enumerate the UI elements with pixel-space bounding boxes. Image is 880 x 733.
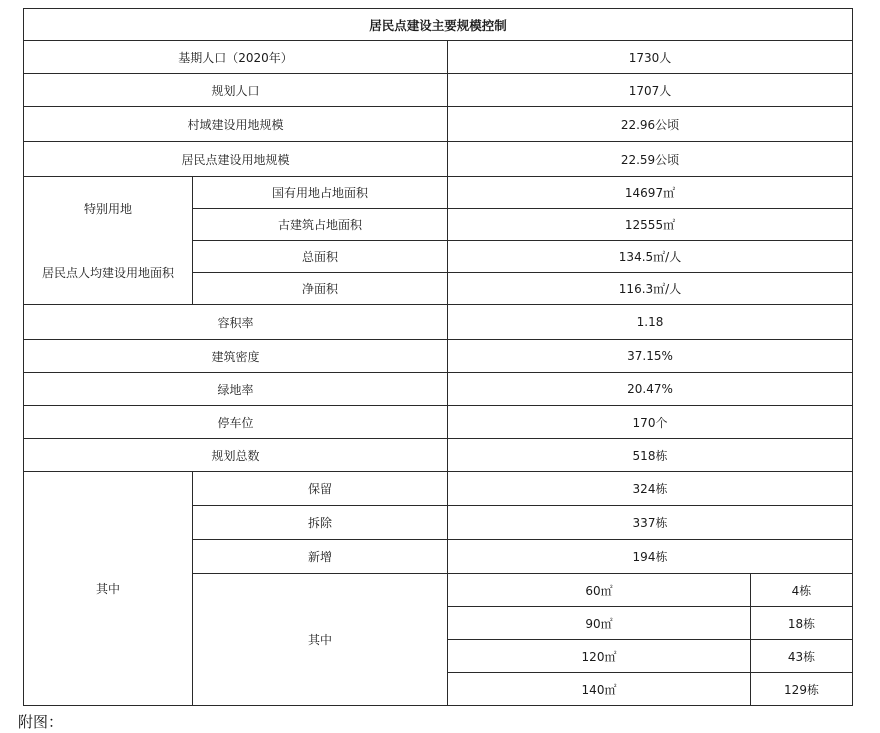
- row-value-ancient-building: 12555㎡: [447, 208, 853, 241]
- row-label-planned-total: 规划总数: [23, 438, 448, 472]
- size-label: 90㎡: [447, 606, 751, 640]
- row-label-new: 新增: [192, 539, 448, 574]
- row-label-state-land: 国有用地占地面积: [192, 176, 448, 209]
- size-count: 18栋: [750, 606, 853, 640]
- row-label-base-population: 基期人口（2020年）: [23, 40, 448, 74]
- row-label-net-area: 净面积: [192, 272, 448, 305]
- row-label-planned-population: 规划人口: [23, 73, 448, 107]
- row-label-ancient-building: 古建筑占地面积: [192, 208, 448, 241]
- row-value-keep: 324栋: [447, 471, 853, 506]
- row-value-parking: 170个: [447, 405, 853, 439]
- row-value-planned-population: 1707人: [447, 73, 853, 107]
- row-value-demolish: 337栋: [447, 505, 853, 540]
- size-label: 60㎡: [447, 573, 751, 607]
- row-value-net-area: 116.3㎡/人: [447, 272, 853, 305]
- group-label-breakdown: 其中: [23, 471, 193, 706]
- row-label-parking: 停车位: [23, 405, 448, 439]
- row-label-green-ratio: 绿地率: [23, 372, 448, 406]
- row-value-green-ratio: 20.47%: [447, 372, 853, 406]
- row-value-settlement-land: 22.59公顷: [447, 141, 853, 177]
- row-label-village-land: 村域建设用地规模: [23, 106, 448, 142]
- size-count: 4栋: [750, 573, 853, 607]
- row-label-far: 容积率: [23, 304, 448, 340]
- row-value-building-density: 37.15%: [447, 339, 853, 373]
- row-label-total-area: 总面积: [192, 240, 448, 273]
- row-value-planned-total: 518栋: [447, 438, 853, 472]
- row-value-state-land: 14697㎡: [447, 176, 853, 209]
- size-label: 120㎡: [447, 639, 751, 673]
- figure-caption: 附图：: [18, 713, 64, 731]
- size-count: 43栋: [750, 639, 853, 673]
- row-value-far: 1.18: [447, 304, 853, 340]
- special-land-label: 特别用地: [83, 202, 132, 216]
- row-label-building-density: 建筑密度: [23, 339, 448, 373]
- row-value-new: 194栋: [447, 539, 853, 574]
- table-title: 居民点建设主要规模控制: [23, 8, 853, 41]
- group-label-special-land: [23, 176, 193, 305]
- row-label-demolish: 拆除: [192, 505, 448, 540]
- row-label-keep: 保留: [192, 471, 448, 506]
- size-count: 129栋: [750, 672, 853, 706]
- size-label: 140㎡: [447, 672, 751, 706]
- row-label-settlement-land: 居民点建设用地规模: [23, 141, 448, 177]
- row-value-base-population: 1730人: [447, 40, 853, 74]
- per-capita-land-label: 居民点人均建设用地面积: [41, 266, 174, 280]
- sub-group-label: 其中: [192, 573, 448, 706]
- row-value-village-land: 22.96公顷: [447, 106, 853, 142]
- row-value-total-area: 134.5㎡/人: [447, 240, 853, 273]
